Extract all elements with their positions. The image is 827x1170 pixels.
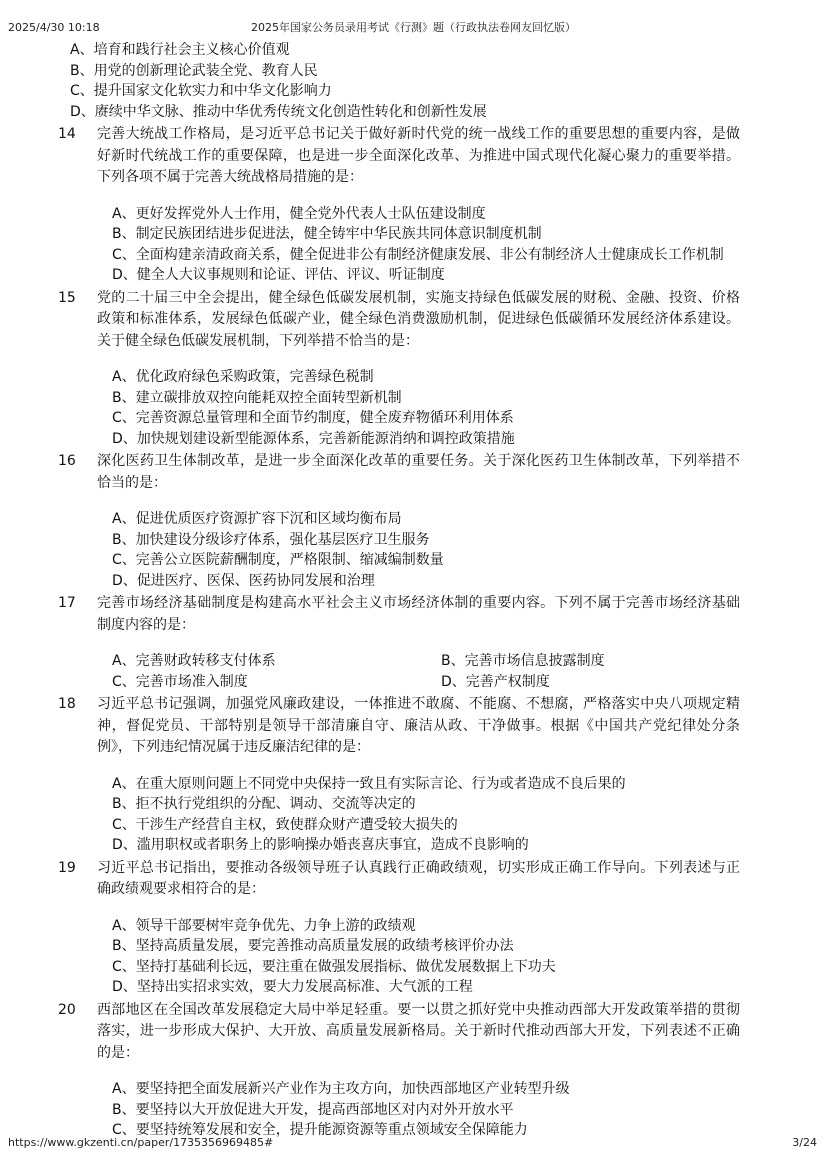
option-b: B、建立碳排放双控向能耗双控全面转型新机制: [112, 389, 402, 406]
option-d: D、完善产权制度: [441, 673, 550, 690]
option-c: C、全面构建亲清政商关系，健全促进非公有制经济健康发展、非公有制经济人士健康成长工作机制: [112, 246, 724, 263]
question-14: [0, 124, 827, 286]
option-c: C、坚持打基础利长远，要注重在做强发展指标、做优发展数据上下功夫: [112, 958, 556, 975]
header-date: 2025/4/30 10:18: [8, 21, 100, 34]
option-b: B、坚持高质量发展，要完善推动高质量发展的政绩考核评价办法: [112, 938, 514, 954]
option-c: C、完善公立医院薪酬制度，严格限制、缩减编制数量: [112, 552, 444, 568]
option-c: C、完善资源总量管理和全面节约制度，健全废弃物循环利用体系: [112, 410, 514, 426]
option-c: C、完善市场准入制度: [112, 673, 248, 690]
question-19: [0, 858, 827, 998]
question-text: 党的二十届三中全会提出，健全绿色低碳发展机制，实施支持绿色低碳发展的财税、金融、投资、价格政策和标准体系，发展绿色低碳产业，健全绿色消费激励机制，促进绿色低碳循环发展经济体系建设。关于健全绿色低碳发展机制，下列举措不恰当的是：: [97, 289, 740, 349]
question-15: [0, 288, 827, 450]
option-a: A、完善财政转移支付体系: [112, 653, 276, 669]
option-a: A、培育和践行社会主义核心价值观: [70, 42, 290, 58]
question-number: 15: [58, 289, 76, 306]
option-d: D、滥用职权或者职务上的影响操办婚丧喜庆事宜，造成不良影响的: [112, 837, 529, 853]
option-d: D、赓续中华文脉、推动中华优秀传统文化创造性转化和创新性发展: [70, 103, 487, 120]
question-number: 16: [58, 453, 76, 469]
option-b: B、制定民族团结进步促进法，健全铸牢中华民族共同体意识制度机制: [112, 226, 542, 242]
option-a: A、更好发挥党外人士作用，健全党外代表人士队伍建设制度: [112, 205, 486, 222]
page-number: 3/24: [792, 1136, 817, 1149]
option-b: B、用党的创新理论武装全党、教育人民: [70, 62, 318, 79]
question-text: 深化医药卫生体制改革，是进一步全面深化改革的重要任务。关于深化医药卫生体制改革，下列举措不恰当的是：: [97, 453, 740, 491]
lead-options: [0, 40, 827, 122]
question-text: 西部地区在全国改革发展稳定大局中举足轻重。要一以贯之抓好党中央推动西部大开发政策举措的贯彻落实，进一步形成大保护、大开放、高质量发展新格局。关于新时代推动西部大开发，下列表述不正确的是：: [97, 1001, 740, 1061]
option-a: A、优化政府绿色采购政策，完善绿色税制: [112, 369, 374, 385]
question-18: [0, 694, 827, 856]
question-16: [0, 451, 827, 591]
option-c: C、干涉生产经营自主权，致使群众财产遭受较大损失的: [112, 816, 458, 833]
option-d: D、促进医疗、医保、医药协同发展和治理: [112, 572, 375, 589]
question-text: 习近平总书记指出，要推动各级领导班子认真践行正确政绩观，切实形成正确工作导向。下列表述与正确政绩观要求相符合的是：: [97, 859, 740, 897]
option-c: C、要坚持统筹发展和安全，提升能源资源等重点领域安全保障能力: [112, 1122, 528, 1138]
option-a: A、要坚持把全面发展新兴产业作为主攻方向，加快西部地区产业转型升级: [112, 1081, 570, 1097]
question-options: [0, 916, 827, 998]
option-d: D、健全人大议事规则和论证、评估、评议、听证制度: [112, 267, 445, 283]
option-b: B、加快建设分级诊疗体系，强化基层医疗卫生服务: [112, 531, 430, 548]
option-d: D、加快规划建设新型能源体系，完善新能源消纳和调控政策措施: [112, 430, 515, 447]
header-title: 2025年国家公务员录用考试《行测》题（行政执法卷网友回忆版）: [251, 21, 576, 34]
question-text: 完善大统战工作格局，是习近平总书记关于做好新时代党的统一战线工作的重要思想的重要内容，是做好新时代统战工作的重要保障，也是进一步全面深化改革、为推进中国式现代化凝心聚力的重要举措。下列各项不属于完善大统战格局措施的是：: [97, 126, 740, 185]
question-number: 17: [58, 595, 76, 611]
option-row: [0, 651, 827, 672]
option-d: D、坚持出实招求实效，要大力发展高标准、大气派的工程: [112, 979, 473, 995]
option-row: [0, 672, 827, 693]
question-options: [0, 509, 827, 591]
option-a: A、在重大原则问题上不同党中央保持一致且有实际言论、行为或者造成不良后果的: [112, 775, 626, 792]
question-20: [0, 1000, 827, 1141]
question-options: [0, 204, 827, 286]
question-number: 19: [58, 859, 76, 876]
question-options: [0, 1079, 827, 1141]
option-a: A、促进优质医疗资源扩容下沉和区域均衡布局: [112, 511, 402, 527]
question-number: 18: [58, 696, 76, 712]
option-b: B、要坚持以大开放促进大开发，提高西部地区对内对外开放水平: [112, 1101, 514, 1118]
question-number: 14: [58, 126, 76, 142]
question-options: [0, 651, 827, 692]
option-a: A、领导干部要树牢竞争优先、力争上游的政绩观: [112, 917, 416, 934]
option-b: B、拒不执行党组织的分配、调动、交流等决定的: [112, 796, 416, 812]
question-text: 完善市场经济基础制度是构建高水平社会主义市场经济体制的重要内容。下列不属于完善市场经济基础制度内容的是：: [97, 595, 740, 633]
question-17: [0, 593, 827, 692]
option-b: B、完善市场信息披露制度: [441, 653, 605, 669]
question-options: [0, 367, 827, 449]
question-text: 习近平总书记强调，加强党风廉政建设，一体推进不敢腐、不能腐、不想腐，严格落实中央八项规定精神，督促党员、干部特别是领导干部清廉自守、廉洁从政、干净做事。根据《中国共产党纪律处分条例》，下列违纪情况属于违反廉洁纪律的是：: [97, 696, 740, 755]
footer-url[interactable]: https://www.gkzenti.cn/paper/1735356969485#: [8, 1136, 274, 1149]
option-c: C、提升国家文化软实力和中华文化影响力: [70, 83, 332, 99]
question-options: [0, 774, 827, 856]
question-number: 20: [58, 1001, 76, 1018]
page-content: [0, 40, 827, 1141]
